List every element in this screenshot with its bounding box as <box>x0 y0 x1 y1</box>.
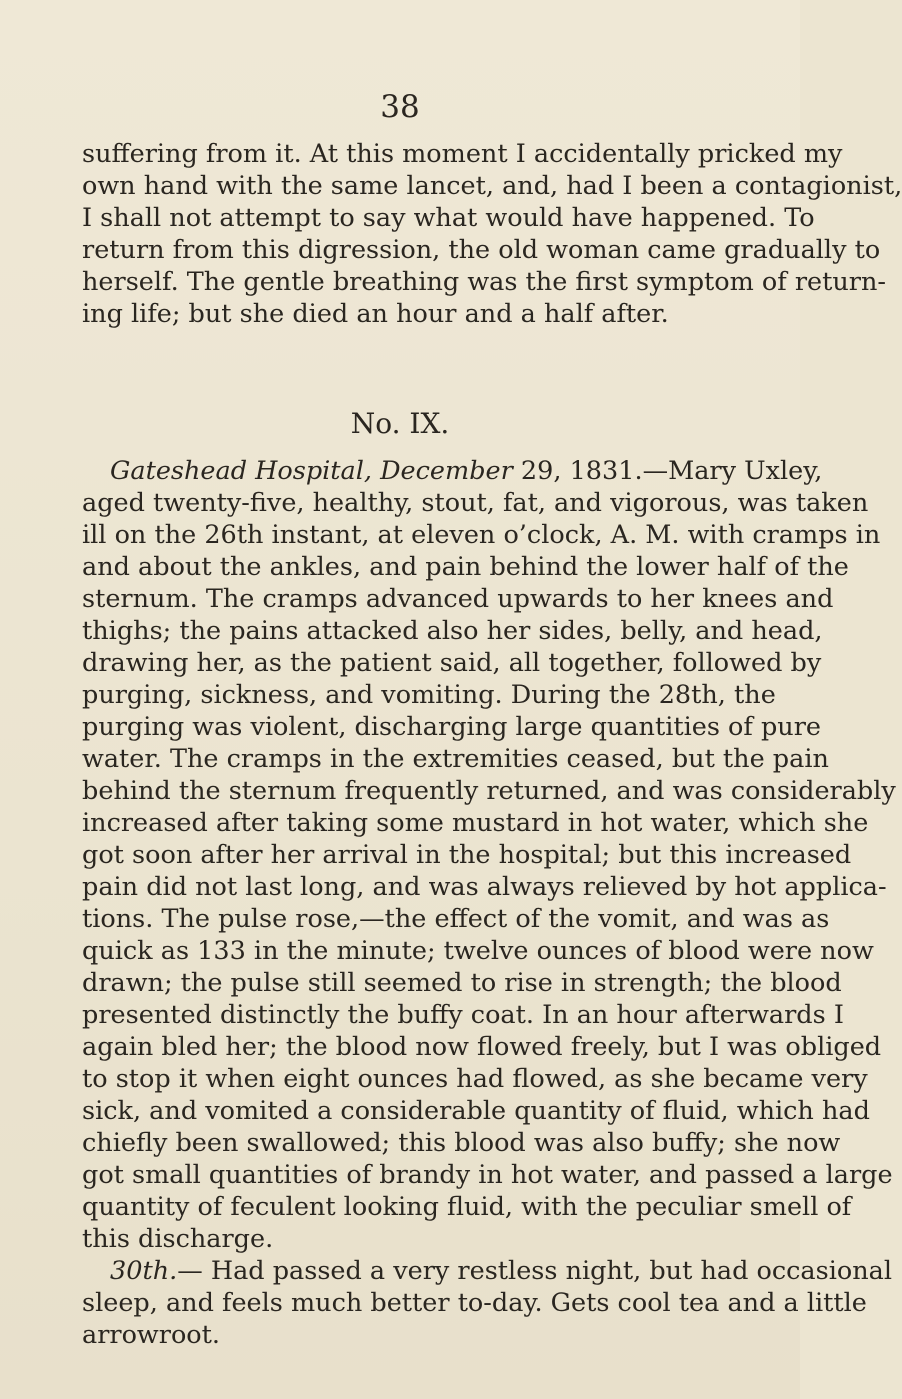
entry-text: — Had passed a very restless night, but had occasional <box>177 1256 893 1286</box>
text-line: drawing her, as the patient said, all together, followed by <box>82 648 822 678</box>
text-line: purging was violent, discharging large quantities of pure <box>82 712 821 742</box>
text-line: chiefly been swallowed; this blood was also buffy; she now <box>82 1128 841 1158</box>
text-line: behind the sternum frequently returned, and was considerably <box>82 776 896 806</box>
text-line: water. The cramps in the extremities ceased, but the pain <box>82 744 829 774</box>
text-line: return from this digression, the old woman came gradually to <box>82 235 881 265</box>
text-line: arrowroot. <box>82 1320 221 1350</box>
text-line: again bled her; the blood now flowed freely, but I was obliged <box>82 1032 882 1062</box>
text-line: I shall not attempt to say what would have happened. To <box>82 203 815 233</box>
text-line: sleep, and feels much better to-day. Gets cool tea and a little <box>82 1288 867 1318</box>
text-line: got small quantities of brandy in hot water, and passed a large <box>82 1160 893 1190</box>
text-line: pain did not last long, and was always relieved by hot applica- <box>82 872 887 902</box>
text-line: ing life; but she died an hour and a half after. <box>82 299 669 329</box>
text-line: tions. The pulse rose,—the effect of the vomit, and was as <box>82 904 830 934</box>
text-line: aged twenty-five, healthy, stout, fat, and vigorous, was taken <box>82 488 869 518</box>
text-line: thighs; the pains attacked also her sides, belly, and head, <box>82 616 823 646</box>
text-line <box>110 1256 893 1286</box>
entry-date: 30th. <box>110 1256 178 1286</box>
text-line <box>110 456 823 486</box>
text-line: quantity of feculent looking fluid, with the peculiar smell of <box>82 1192 852 1222</box>
text-line: herself. The gentle breathing was the first symptom of return- <box>82 267 887 297</box>
text-line: ill on the 26th instant, at eleven o’clock, A. M. with cramps in <box>82 520 881 550</box>
page-number: 38 <box>380 89 420 125</box>
text-line: and about the ankles, and pain behind the lower half of the <box>82 552 849 582</box>
text-line: increased after taking some mustard in hot water, which she <box>82 808 869 838</box>
text-line: sick, and vomited a considerable quantity of fluid, which had <box>82 1096 870 1126</box>
text-line: this discharge. <box>82 1224 274 1254</box>
text-line: quick as 133 in the minute; twelve ounces of blood were now <box>82 936 874 966</box>
text-line: presented distinctly the buffy coat. In an hour afterwards I <box>82 1000 844 1030</box>
case-heading: No. IX. <box>350 407 450 440</box>
text-line: purging, sickness, and vomiting. During the 28th, the <box>82 680 776 710</box>
text-line: own hand with the same lancet, and, had I been a contagionist, <box>82 171 902 201</box>
case-location-date: Gateshead Hospital, December <box>110 456 513 486</box>
text-line: suffering from it. At this moment I accidentally pricked my <box>82 139 843 169</box>
text-line: sternum. The cramps advanced upwards to her knees and <box>82 584 834 614</box>
text-line: got soon after her arrival in the hospital; but this increased <box>82 840 852 870</box>
case-date-patient: 29, 1831.—Mary Uxley, <box>512 456 823 486</box>
text-line: to stop it when eight ounces had flowed, as she became very <box>82 1064 868 1094</box>
text-line: drawn; the pulse still seemed to rise in strength; the blood <box>82 968 842 998</box>
